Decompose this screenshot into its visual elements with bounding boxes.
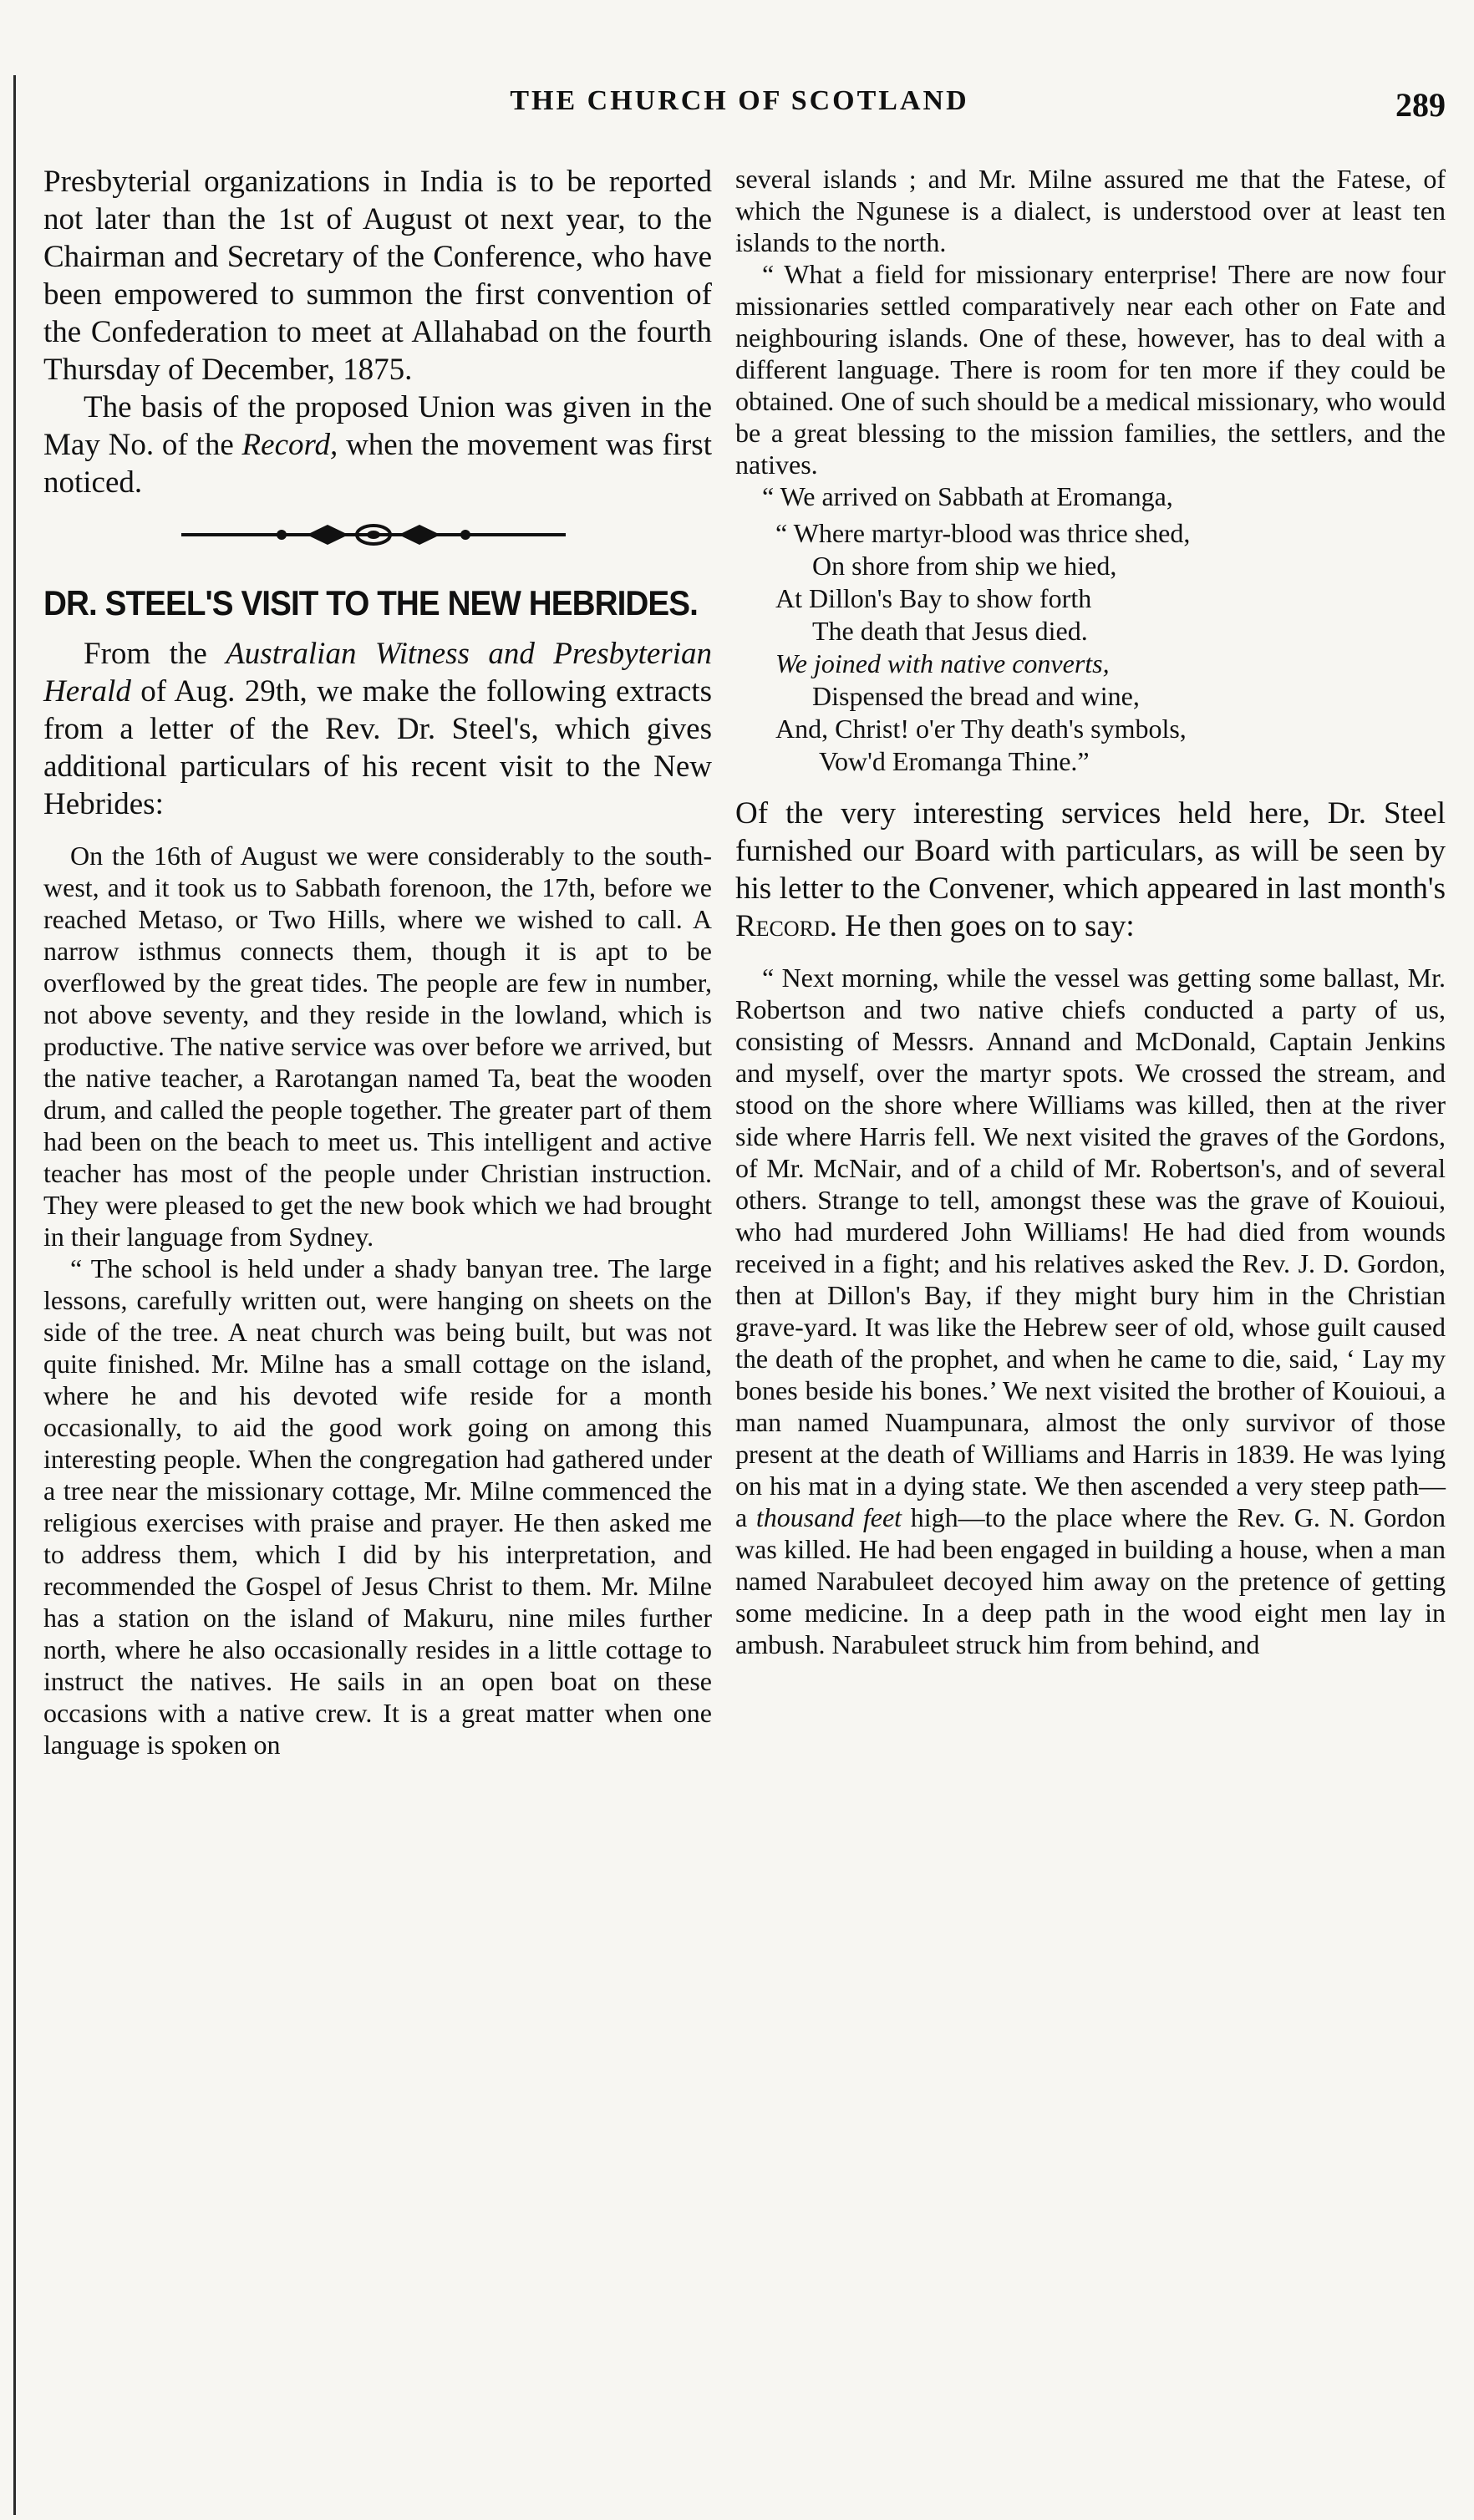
left-paragraph-2: The basis of the proposed Union was given in the May No. of the Record, when the movement was first noticed. xyxy=(43,390,712,500)
verse-line: “ Where martyr-blood was thrice shed, xyxy=(775,518,1191,548)
editorial-paragraph: Of the very interesting services held here, Dr. Steel furnished our Board with particulars, as will be seen by his letter to the Convener, which appeared in last month's Record. He then goes on to say: xyxy=(735,796,1446,943)
left-paragraph-1: Presbyterial organizations in India is to be reported not later than the 1st of August ot next year, to the Chairman and Secretary of the Conference, who have been empowered to summon the first convention of the Confederation to meet at Allahabad on the fourth Thursday of December, 1875. xyxy=(43,165,712,387)
verse-line: The death that Jesus died. xyxy=(812,616,1088,646)
verse-line: And, Christ! o'er Thy death's symbols, xyxy=(775,714,1187,744)
verse-line: Vow'd Eromanga Thine.” xyxy=(819,746,1090,776)
letter-paragraph-3: “ Next morning, while the vessel was getting some ballast, Mr. Robertson and two native chiefs conducted a party of us, consisting of Messrs. Annand and McDonald, Captain Jenkins and myself, over the martyr spots. We crossed the stream, and stood on the shore where Williams was killed, then at the river side where Harris fell. We next visited the graves of the Gordons, of Mr. McNair, and of a child of Mr. Robertson's, and of several others. Strange to tell, amongst these was the grave of Kouioui, who had murdered John Williams! He had died from wounds received in a fight; and his relatives asked the Rev. J. D. Gordon, then at Dillon's Bay, if they might bury him in the Christian grave-yard. It was like the Hebrew seer of old, whose guilt caused the death of the prophet, and when he came to die, said, ‘ Lay my bones beside his bones.’ We next visited the brother of Kouioui, a man named Nuampunara, almost the only survivor of those present at the death of Williams and Harris in 1839. He was lying on his mat in a dying state. We then ascended a very steep path—a thousand feet high—to the place where the Rev. G. N. Gordon was killed. He had been engaged in building a house, when a man named Narabuleet decoyed him away on the pretence of getting some medicine. In a deep path in the wood eight men lay in ambush. Narabuleet struck him from behind, and xyxy=(735,963,1446,1659)
page-number: 289 xyxy=(1395,86,1446,124)
letter-paragraph-2: “ The school is held under a shady banyan tree. The large lessons, carefully written out, were hanging on sheets on the side of the tree. A neat church was being built, but was not quite finished. Mr. Milne has a small cottage on the island, where he and his devoted wife reside for a month occasionally, to aid the good work going on among this interesting people. When the congregation had gathered under a tree near the missionary cottage, Mr. Milne commenced the religious exercises with praise and prayer. He then asked me to address them, which I did by his interpretation, and recommended the Gospel of Jesus Christ to them. Mr. Milne has a station on the island of Makuru, nine miles further north, where he also occasionally resides in a little cottage to instruct the natives. He sails in an open boat on these occasions with a native crew. It is a great matter when one language is spoken on xyxy=(43,1253,712,1760)
right-paragraph-2: “ What a field for missionary enterprise! There are now four missionaries settled comparatively near each other on Fate and neighbouring islands. One of these, however, has to deal with a different language. There is room for ten more if they could be obtained. One of such should be a medical missionary, who would be a great blessing to the mission families, the settlers, and the natives. xyxy=(735,259,1446,480)
intro-paragraph: From the Australian Witness and Presbyterian Herald of Aug. 29th, we make the following extracts from a letter of the Rev. Dr. Steel's, which gives additional particulars of his recent visit to the New Hebrides: xyxy=(43,637,712,821)
running-head xyxy=(33,85,1446,127)
article-heading: DR. STEEL'S VISIT TO THE NEW HEBRIDES. xyxy=(43,583,698,622)
right-paragraph-1: several islands ; and Mr. Milne assured me that the Fatese, of which the Ngunese is a dialect, is understood over at least ten islands to the north. xyxy=(735,164,1446,257)
hymn-verse xyxy=(735,517,1446,778)
running-title: THE CHURCH OF SCOTLAND xyxy=(510,85,969,116)
ornamental-divider xyxy=(43,501,712,577)
left-column xyxy=(43,163,712,1760)
verse-line: At Dillon's Bay to show forth xyxy=(775,583,1092,613)
page-edge-rule xyxy=(13,75,16,2515)
verse-line: We joined with native converts, xyxy=(775,648,1110,678)
right-paragraph-3: “ We arrived on Sabbath at Eromanga, xyxy=(762,481,1173,511)
right-column xyxy=(735,163,1446,1660)
verse-line: Dispensed the bread and wine, xyxy=(812,681,1140,711)
letter-paragraph-1: On the 16th of August we were considerably to the south-west, and it took us to Sabbath forenoon, the 17th, before we reached Metaso, or Two Hills, where we wished to call. A narrow isthmus connects them, though it is apt to be overflowed by the great tides. The people are few in number, not above seventy, and they reside in the lowland, which is productive. The native service was over before we arrived, but the native teacher, a Rarotangan named Ta, beat the wooden drum, and called the people together. The greater part of them had been on the beach to meet us. This intelligent and active teacher has most of the people under Christian instruction. They were pleased to get the new book which we had brought in their language from Sydney. xyxy=(43,841,712,1252)
verse-line: On shore from ship we hied, xyxy=(812,551,1117,581)
ornament-icon xyxy=(181,518,566,551)
